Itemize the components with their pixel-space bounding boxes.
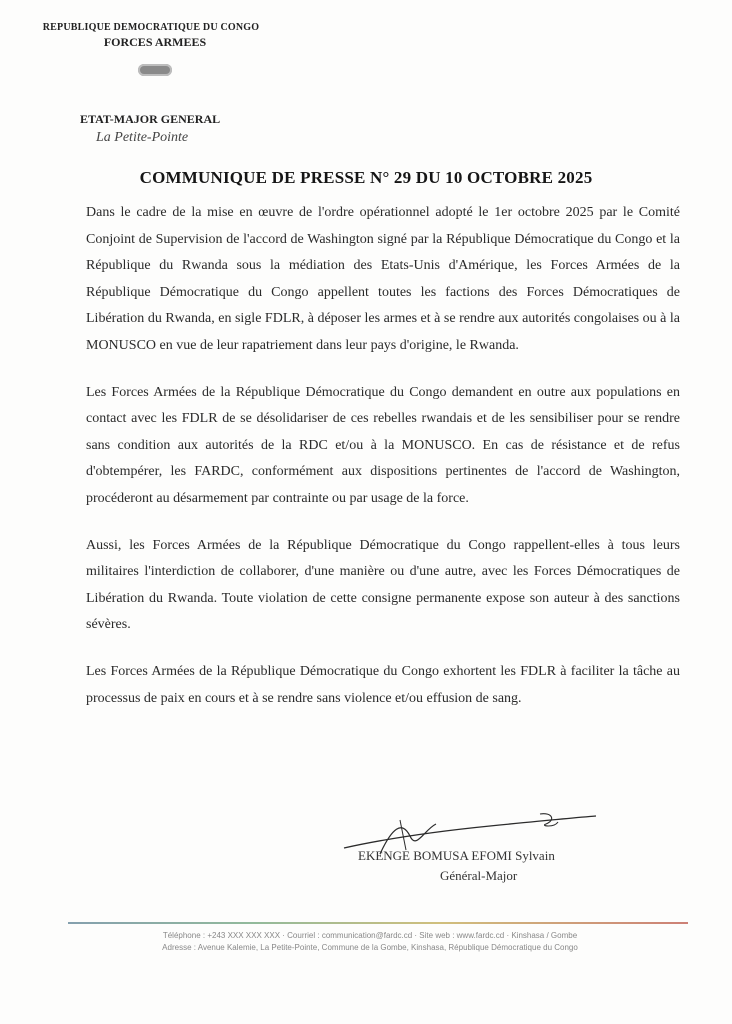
- paragraph-4: Les Forces Armées de la République Démocratique du Congo exhortent les FDLR à faciliter la tâche au processus de paix en cours et à se rendre sans violence et/ou effusion de sang.: [86, 663, 680, 706]
- place-label: La Petite-Pointe: [96, 130, 189, 145]
- paragraph-1: Dans le cadre de la mise en œuvre de l'ordre opérationnel adopté le 1er octobre 2025 par le Comité Conjoint de Supervision de l'accord de Washington signé par la République Démocratique du Congo et la République du Rwanda sous la médiation des Etats-Unis d'Amérique, les Forces Armées de la République Démocratique du Congo appellent toutes les factions des Forces Démocratiques de Libération du Rwanda, en sigle FDLR, à déposer les armes et à se rendre aux autorités congolaises ou à la MONUSCO en vue de leur rapatriement dans leur pays d'origine, le Rwanda.: [86, 205, 680, 353]
- footer-divider: [68, 922, 688, 924]
- signatory-name: EKENGE BOMUSA EFOMI Sylvain: [358, 848, 555, 863]
- communique-title: COMMUNIQUE DE PRESSE N° 29 DU 10 OCTOBRE 2025: [139, 168, 593, 187]
- forces-armees-label: FORCES ARMEES: [103, 35, 207, 49]
- letterhead: [40, 22, 270, 76]
- signatory-rank: Général-Major: [440, 868, 518, 883]
- paragraph-2: Les Forces Armées de la République Démocratique du Congo demandent en outre aux populations en contact avec les FDLR de se désolidariser de ces rebelles rwandais et de les sensibiliser pour se rendre sans condition aux autorités de la RDC et/ou à la MONUSCO. En cas de résistance et de refus d'obtempérer, les FARDC, conformément aux dispositions pertinentes de l'accord de Washington, procéderont au désarmement par contrainte ou par usage de la force.: [86, 384, 680, 506]
- footer: [100, 930, 640, 954]
- country-name: REPUBLIQUE DEMOCRATIQUE DU CONGO: [42, 22, 260, 33]
- footer-address-line: Adresse : Avenue Kalemie, La Petite-Pointe, Commune de la Gombe, Kinshasa, République Démocratique du Congo: [162, 943, 578, 952]
- emblem-icon: [138, 64, 172, 76]
- footer-contact-line: Téléphone : +243 XXX XXX XXX · Courriel : communication@fardc.cd · Site web : www.fardc.cd · Kinshasa / Gombe: [162, 931, 578, 940]
- etat-major-label: ETAT-MAJOR GENERAL: [80, 112, 221, 126]
- communique-body: [86, 200, 680, 732]
- paragraph-3: Aussi, les Forces Armées de la République Démocratique du Congo rappellent-elles à tous leurs militaires l'interdiction de collaborer, d'une manière ou d'une autre, avec les Forces Démocratiques de Libération du Rwanda. Toute violation de cette consigne permanente expose son auteur à des sanctions sévères.: [86, 537, 680, 633]
- signature-block: [340, 810, 640, 890]
